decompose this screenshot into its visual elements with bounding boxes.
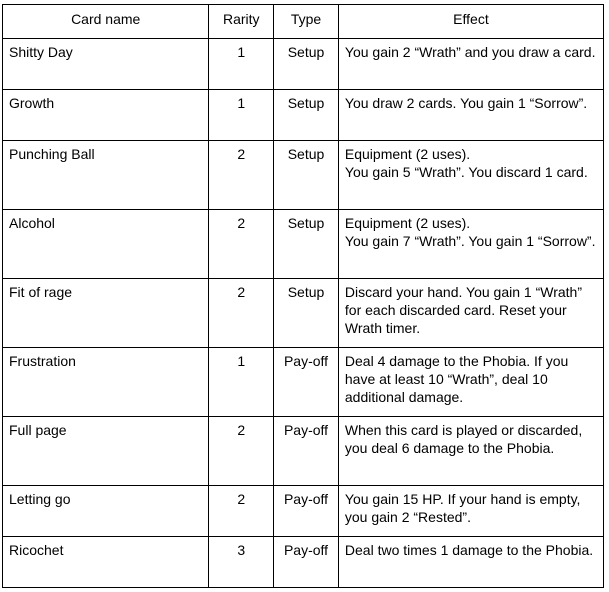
card-name-cell: Ricochet xyxy=(3,537,209,588)
rarity-cell: 2 xyxy=(209,141,274,210)
header-rarity: Rarity xyxy=(209,5,274,39)
header-effect: Effect xyxy=(338,5,603,39)
type-cell: Setup xyxy=(274,39,339,90)
table-row xyxy=(3,537,604,588)
card-name-cell: Full page xyxy=(3,417,209,486)
card-table xyxy=(2,4,604,588)
card-name-cell: Letting go xyxy=(3,486,209,537)
effect-cell xyxy=(338,537,603,588)
effect-text: You gain 15 HP. If your hand is empty, you gain 2 “Rested”. xyxy=(344,491,581,525)
effect-text: Deal 4 damage to the Phobia. If you have at least 10 “Wrath”, deal 10 additional damage. xyxy=(344,353,569,405)
card-name-cell: Shitty Day xyxy=(3,39,209,90)
table-row xyxy=(3,279,604,348)
table-row xyxy=(3,348,604,417)
effect-cell xyxy=(338,486,603,537)
type-cell: Pay-off xyxy=(274,417,339,486)
rarity-cell: 1 xyxy=(209,348,274,417)
type-cell: Setup xyxy=(274,279,339,348)
rarity-cell: 1 xyxy=(209,39,274,90)
card-name-cell: Frustration xyxy=(3,348,209,417)
table-row xyxy=(3,417,604,486)
effect-cell xyxy=(338,39,603,90)
effect-text: Deal two times 1 damage to the Phobia. xyxy=(344,542,594,558)
effect-cell xyxy=(338,417,603,486)
type-cell: Setup xyxy=(274,90,339,141)
effect-text: When this card is played or discarded, you deal 6 damage to the Phobia. xyxy=(344,422,583,456)
rarity-cell: 2 xyxy=(209,417,274,486)
rarity-cell: 2 xyxy=(209,486,274,537)
effect-text: You draw 2 cards. You gain 1 “Sorrow”. xyxy=(344,95,588,111)
effect-cell xyxy=(338,279,603,348)
effect-cell xyxy=(338,141,603,210)
type-cell: Pay-off xyxy=(274,537,339,588)
header-card-name: Card name xyxy=(3,5,209,39)
effect-text: You gain 2 “Wrath” and you draw a card. xyxy=(344,44,596,60)
effect-cell xyxy=(338,90,603,141)
rarity-cell: 3 xyxy=(209,537,274,588)
type-cell: Pay-off xyxy=(274,348,339,417)
rarity-cell: 2 xyxy=(209,210,274,279)
table-row xyxy=(3,486,604,537)
table-row xyxy=(3,141,604,210)
header-type: Type xyxy=(274,5,339,39)
type-cell: Setup xyxy=(274,141,339,210)
card-name-cell: Fit of rage xyxy=(3,279,209,348)
effect-text: You gain 7 “Wrath”. You gain 1 “Sorrow”. xyxy=(344,233,596,249)
effect-cell xyxy=(338,210,603,279)
card-name-cell: Growth xyxy=(3,90,209,141)
type-cell: Setup xyxy=(274,210,339,279)
type-cell: Pay-off xyxy=(274,486,339,537)
card-name-cell: Punching Ball xyxy=(3,141,209,210)
table-row xyxy=(3,210,604,279)
table-header-row xyxy=(3,5,604,39)
effect-text: You gain 5 “Wrath”. You discard 1 card. xyxy=(344,164,588,180)
rarity-cell: 2 xyxy=(209,279,274,348)
rarity-cell: 1 xyxy=(209,90,274,141)
effect-text: Equipment (2 uses). xyxy=(344,146,471,162)
table-row xyxy=(3,90,604,141)
effect-text: Discard your hand. You gain 1 “Wrath” for each discarded card. Reset your Wrath timer. xyxy=(344,284,582,336)
effect-cell xyxy=(338,348,603,417)
table-row xyxy=(3,39,604,90)
effect-text: Equipment (2 uses). xyxy=(344,215,471,231)
card-name-cell: Alcohol xyxy=(3,210,209,279)
